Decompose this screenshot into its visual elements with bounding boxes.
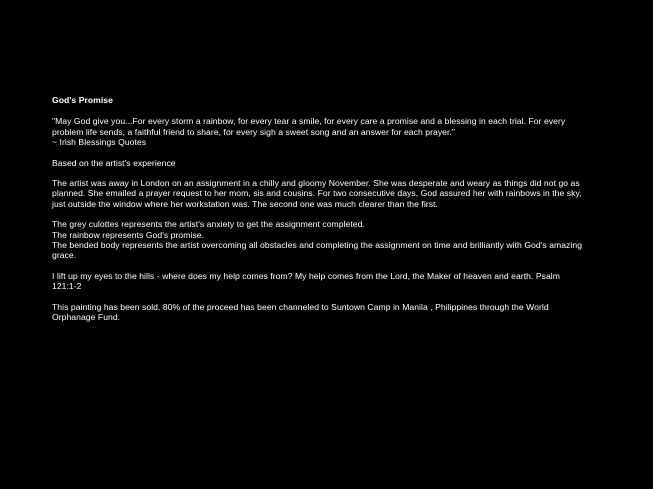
symbolism-line: The grey culottes represents the artist's anxiety to get the assignment completed. xyxy=(52,219,365,230)
sold-line: Orphanage Fund. xyxy=(52,312,121,323)
psalm-line: I lift up my eyes to the hills - where does my help comes from? My help comes from the Lord, the Maker of heaven and earth. Psalm xyxy=(52,270,560,281)
quote-block xyxy=(52,116,612,147)
quote-attribution: ~ Irish Blessings Quotes xyxy=(52,137,147,148)
symbolism-paragraph xyxy=(52,219,612,261)
document-body xyxy=(52,95,612,333)
story-paragraph xyxy=(52,178,612,209)
sold-line: This painting has been sold. 80% of the proceed has been channeled to Suntown Camp in Manila , Philippines through the World xyxy=(52,301,549,312)
psalm-paragraph xyxy=(52,271,612,292)
symbolism-line: The rainbow represents God's promise. xyxy=(52,229,205,240)
page-title: God's Promise xyxy=(52,95,113,105)
basis-line: Based on the artist's experience xyxy=(52,157,176,168)
story-line: planned. She emailed a prayer request to her mom, sis and cousins. For two consecutive days, God assured her with rainbows in the sky, xyxy=(52,188,582,199)
symbolism-line: The bended body represents the artist overcoming all obstacles and completing the assignment on time and brilliantly with God's amazing xyxy=(52,240,583,251)
quote-line: "May God give you...For every storm a rainbow, for every tear a smile, for every care a promise and a blessing in each trial. For every xyxy=(52,116,566,127)
psalm-line: 121:1-2 xyxy=(52,281,82,292)
sold-paragraph xyxy=(52,302,612,323)
basis-text xyxy=(52,158,612,168)
story-line: The artist was away in London on an assignment in a chilly and gloomy November. She was desperate and weary as things did not go as xyxy=(52,178,580,189)
story-line: just outside the window where her workstation was. The second one was much clearer than the first. xyxy=(52,198,438,209)
quote-line: problem life sends, a faithful friend to share, for every sigh a sweet song and an answer for each prayer." xyxy=(52,126,455,137)
symbolism-line: grace. xyxy=(52,250,77,261)
